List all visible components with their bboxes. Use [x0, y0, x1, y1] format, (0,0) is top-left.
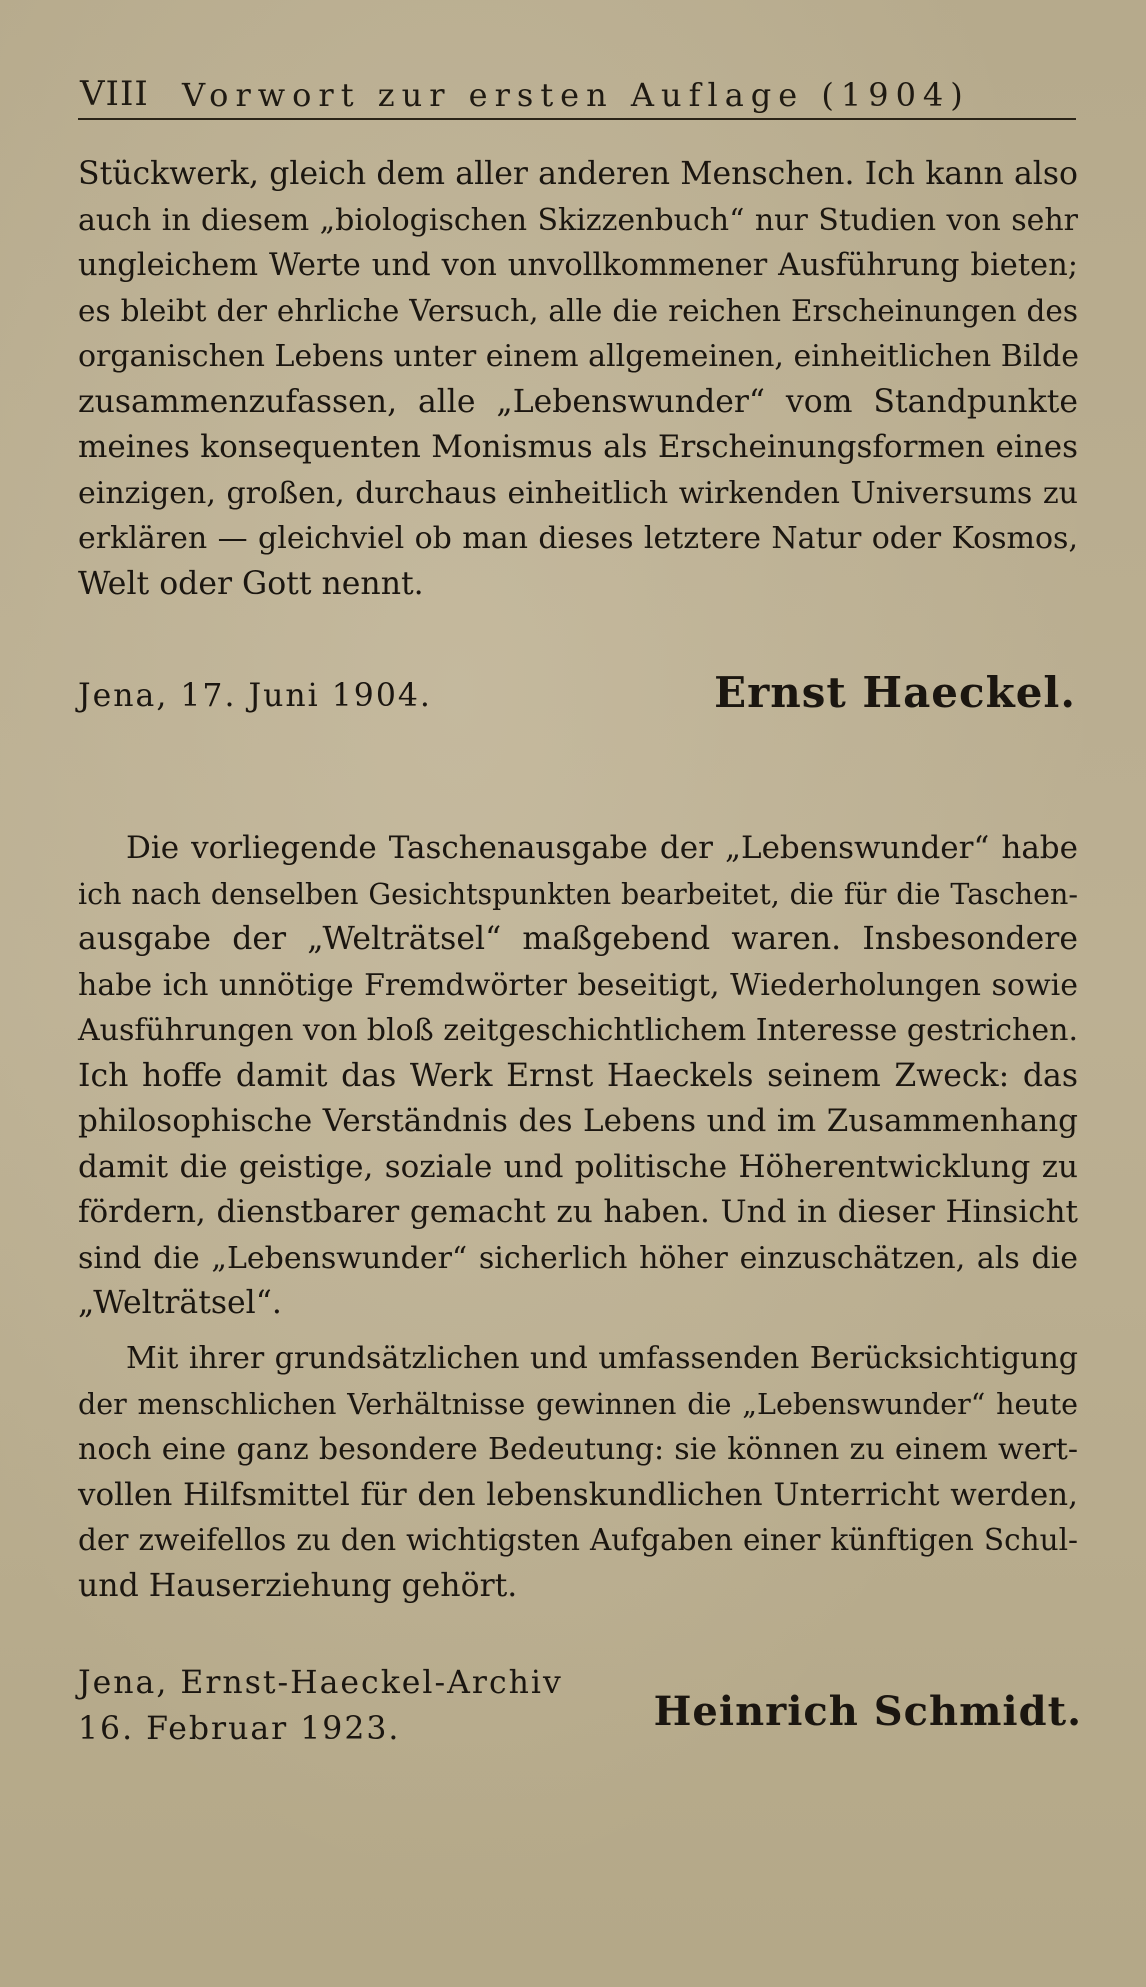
text-line: meines konsequenten Monismus als Erscheinungsformen eines [78, 429, 1078, 465]
text-line: auch in diesem „biologischen Skizzenbuch“ nur Studien von sehr [78, 202, 1078, 238]
running-head: Vorwort zur ersten Auflage (1904) [182, 76, 970, 114]
text-line: Ich hoffe damit das Werk Ernst Haeckels seinem Zweck: das [78, 1057, 1078, 1094]
text-line: es bleibt der ehrliche Versuch, alle die reichen Erscheinungen des [78, 293, 1078, 328]
text-line: philosophische Verständnis des Lebens und im Zusammenhang [78, 1103, 1078, 1139]
text-line: damit die geistige, soziale und politische Höherentwicklung zu [78, 1148, 1078, 1185]
text-line: noch eine ganz besondere Bedeutung: sie können zu einem wert- [78, 1432, 1078, 1467]
text-line: „Welträtsel“. [78, 1285, 282, 1321]
text-line: fördern, dienstbarer gemacht zu haben. Und in dieser Hinsicht [78, 1194, 1078, 1230]
preface-1923-paragraph-1 [78, 826, 1078, 1327]
text-line: ausgabe der „Welträtsel“ maßgebend waren. Insbesondere [78, 921, 1078, 957]
text-line: vollen Hilfsmittel für den lebenskundlichen Unterricht werden, [78, 1476, 1078, 1513]
preface-1904-paragraph [78, 152, 1078, 607]
text-line: Stückwerk, gleich dem aller anderen Menschen. Ich kann also [78, 156, 1078, 192]
text-line: und Hauserziehung gehört. [78, 1567, 518, 1604]
preface-1923-paragraph-2 [78, 1336, 1078, 1609]
text-line: der zweifellos zu den wichtigsten Aufgaben einer künftigen Schul- [78, 1523, 1078, 1557]
text-line: habe ich unnötige Fremdwörter beseitigt, Wiederholungen sowie [78, 967, 1078, 1003]
text-line: ungleichem Werte und von unvollkommener Ausführung bieten; [78, 248, 1078, 283]
text-line: Mit ihrer grundsätzlichen und umfassenden Berücksichtigung [126, 1341, 1078, 1376]
text-line: erklären — gleichviel ob man dieses letztere Natur oder Kosmos, [78, 521, 1078, 556]
text-line: Welt oder Gott nennt. [78, 565, 424, 602]
signature-haeckel: Ernst Haeckel. [714, 668, 1076, 717]
place-date-1923 [78, 1660, 563, 1752]
page-number: VIII [80, 74, 149, 114]
date-1923: 16. Februar 1923. [78, 1711, 401, 1747]
text-line: zusammenzufassen, alle „Lebenswunder“ vom Standpunkte [78, 383, 1078, 420]
signature-schmidt: Heinrich Schmidt. [653, 1688, 1082, 1735]
text-line: organischen Lebens unter einem allgemeinen, einheitlichen Bilde [78, 339, 1079, 374]
text-line: Die vorliegende Taschenausgabe der „Lebenswunder“ habe [126, 830, 1078, 866]
place-date-1904: Jena, 17. Juni 1904. [78, 678, 432, 714]
text-line: der menschlichen Verhältnisse gewinnen die „Lebenswunder“ heute [78, 1387, 1078, 1421]
archive-place: Jena, Ernst-Haeckel-Archiv [78, 1665, 563, 1701]
text-line: Ausführungen von bloß zeitgeschichtlichem Interesse gestrichen. [78, 1013, 1078, 1048]
text-line: einzigen, großen, durchaus einheitlich wirkenden Universums zu [78, 475, 1078, 511]
page-header [78, 72, 1076, 120]
text-line: sind die „Lebenswunder“ sicherlich höher einzuschätzen, als die [78, 1240, 1078, 1276]
text-line: ich nach denselben Gesichtspunkten bearbeitet, die für die Taschen- [78, 877, 1078, 911]
